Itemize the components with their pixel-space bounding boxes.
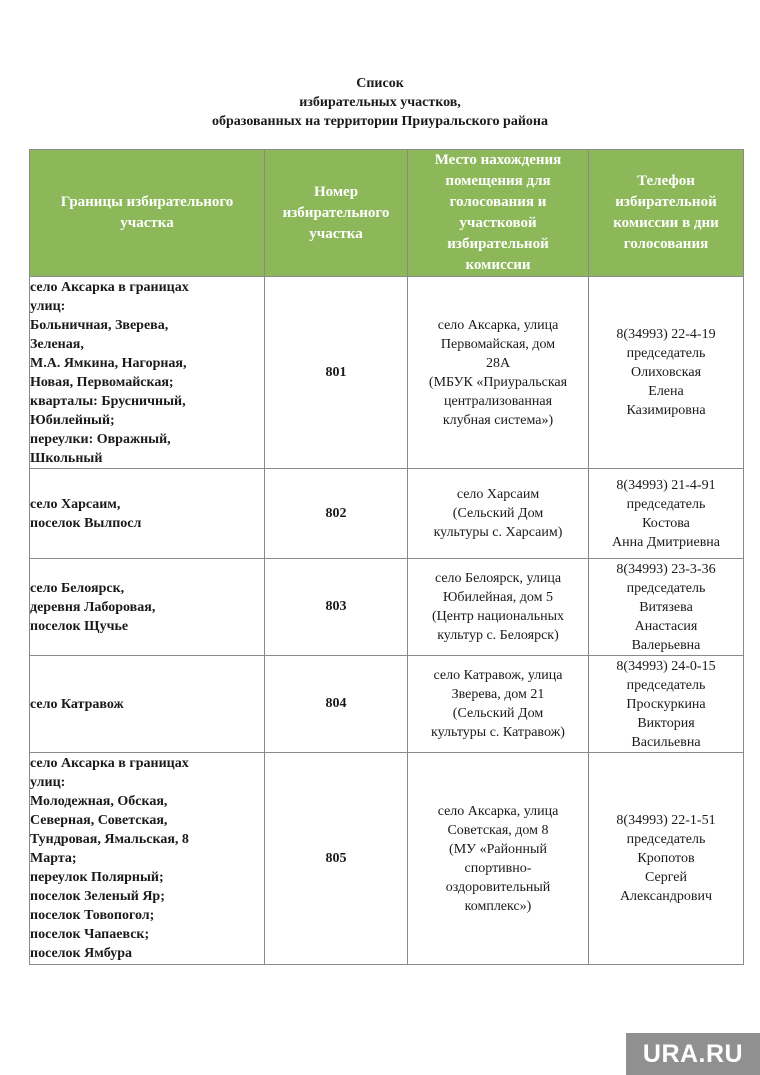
text-line: Северная, Советская, (30, 813, 168, 828)
text-line: поселок Товопогол; (30, 908, 155, 923)
text-line: село Харсаим, (30, 496, 121, 512)
cell-boundaries (30, 469, 265, 559)
header-number (265, 150, 408, 277)
text-line: село Аксарка, улица (437, 317, 559, 333)
text-line: (Сельский Дом (452, 506, 544, 521)
text-line: М.А. Ямкина, Нагорная, (30, 355, 187, 371)
header-location (408, 150, 589, 277)
text-line: 8(34993) 22-1-51 (616, 813, 716, 828)
text-line: избирательного (282, 204, 390, 221)
text-line: село Белоярск, (30, 580, 125, 596)
text-line: Телефон (637, 173, 695, 189)
cell-boundaries (30, 753, 265, 965)
text-line: село Аксарка в границах (30, 279, 189, 295)
table-row (30, 469, 744, 559)
text-line: спортивно- (464, 860, 532, 876)
text-line: Номер (313, 183, 359, 200)
text-line: Костова (642, 515, 690, 531)
text-line: Советская, дом 8 (447, 822, 549, 838)
watermark-logo: URA.RU (626, 1033, 760, 1075)
text-line: председатель (626, 677, 706, 693)
cell-phone (589, 753, 744, 965)
text-line: поселок Щучье (30, 618, 129, 634)
cell-location (408, 656, 589, 753)
text-line: Марта; (30, 851, 77, 866)
text-line: культуры с. Харсаим) (433, 525, 563, 540)
polling-stations-table (29, 149, 744, 965)
text-line: Сергей (645, 870, 687, 885)
text-line: 8(34993) 23-3-36 (616, 561, 716, 577)
cell-number: 801 (265, 277, 408, 469)
title-line: избирательных участков, (299, 95, 461, 110)
text-line: Границы избирательного (60, 194, 234, 210)
text-line: председатель (626, 346, 706, 361)
title-line: образованных на территории Приуральского района (212, 114, 548, 129)
text-line: Юбилейная, дом 5 (442, 590, 554, 605)
cell-number: 805 (265, 753, 408, 965)
text-line: улиц: (30, 298, 66, 314)
text-line: участка (309, 225, 363, 242)
text-line: деревня Лаборовая, (30, 599, 156, 615)
cell-boundaries (30, 559, 265, 656)
cell-number: 803 (265, 559, 408, 656)
text-line: 8(34993) 21-4-91 (616, 477, 716, 493)
text-line: поселок Чапаевск; (30, 927, 150, 942)
text-line: Больничная, Зверева, (30, 317, 169, 333)
cell-location (408, 559, 589, 656)
text-line: председатель (626, 496, 706, 512)
cell-location (408, 753, 589, 965)
text-line: село Аксарка, улица (437, 803, 559, 819)
text-line: село Харсаим (456, 487, 540, 502)
text-line: председатель (626, 832, 706, 847)
table-row (30, 656, 744, 753)
text-line: комиссии в дни (613, 215, 719, 231)
text-line: (Сельский Дом (452, 706, 544, 721)
header-row (30, 150, 744, 277)
text-line: переулки: Овражный, (30, 431, 171, 447)
text-line: централизованная (443, 393, 553, 409)
text-line: переулок Полярный; (30, 870, 164, 885)
text-line: (МУ «Районный (449, 841, 547, 857)
cell-phone (589, 469, 744, 559)
text-line: Проскуркина (626, 696, 706, 712)
text-line: Школьный (30, 450, 103, 466)
text-line: избирательной (615, 194, 717, 210)
text-line: 8(34993) 22-4-19 (616, 327, 716, 342)
cell-phone (589, 559, 744, 656)
table-row (30, 753, 744, 965)
text-line: Зеленая, (30, 336, 84, 352)
text-line: Елена (648, 384, 684, 399)
title-line: Список (356, 76, 404, 91)
text-line: улиц: (30, 775, 66, 790)
cell-number: 802 (265, 469, 408, 559)
text-line: Александрович (619, 889, 713, 904)
text-line: село Катравож (30, 696, 124, 712)
text-line: избирательной (447, 236, 549, 252)
text-line: оздоровительный (445, 879, 551, 895)
text-line: Виктория (637, 715, 695, 731)
text-line: председатель (626, 580, 706, 596)
text-line: помещения для (445, 173, 551, 189)
text-line: участка (120, 215, 174, 231)
text-line: Молодежная, Обская, (30, 794, 168, 809)
text-line: голосования и (449, 194, 547, 210)
table-row (30, 277, 744, 469)
cell-location (408, 277, 589, 469)
text-line: село Аксарка в границах (30, 756, 189, 771)
text-line: Олиховская (630, 365, 702, 380)
text-line: 28А (485, 355, 511, 371)
text-line: поселок Ямбура (30, 946, 132, 961)
text-line: Витязева (639, 599, 693, 615)
text-line: Кропотов (637, 851, 695, 866)
text-line: Новая, Первомайская; (30, 374, 174, 390)
text-line: Первомайская, дом (440, 336, 556, 352)
text-line: клубная система») (442, 412, 554, 428)
text-line: культуры с. Катравож) (431, 725, 565, 740)
text-line: Анастасия (634, 618, 698, 634)
cell-phone (589, 656, 744, 753)
text-line: (Центр национальных (431, 609, 565, 624)
text-line: село Белоярск, улица (434, 571, 562, 586)
text-line: село Катравож, улица (433, 668, 563, 683)
text-line: голосования (623, 236, 709, 252)
text-line: участковой (459, 215, 537, 231)
text-line: Валерьевна (631, 637, 701, 653)
text-line: комиссии (465, 257, 531, 273)
header-phone (589, 150, 744, 277)
table-row (30, 559, 744, 656)
text-line: (МБУК «Приуральская (428, 374, 568, 390)
text-line: 8(34993) 24-0-15 (616, 658, 716, 674)
text-line: Место нахождения (434, 152, 562, 168)
text-line: Анна Дмитриевна (611, 534, 721, 550)
text-line: Зверева, дом 21 (451, 687, 545, 702)
text-line: Васильевна (631, 734, 701, 750)
cell-boundaries (30, 277, 265, 469)
text-line: Юбилейный; (30, 412, 115, 428)
document-title (0, 74, 760, 131)
text-line: кварталы: Брусничный, (30, 393, 186, 409)
text-line: культур с. Белоярск) (437, 628, 559, 643)
text-line: Казимировна (626, 403, 706, 418)
cell-phone (589, 277, 744, 469)
cell-number: 804 (265, 656, 408, 753)
cell-boundaries (30, 656, 265, 753)
text-line: поселок Зеленый Яр; (30, 889, 165, 904)
text-line: поселок Вылпосл (30, 515, 142, 531)
cell-location (408, 469, 589, 559)
text-line: Тундровая, Ямальская, 8 (30, 832, 189, 847)
header-boundaries (30, 150, 265, 277)
text-line: комплекс») (464, 898, 532, 914)
